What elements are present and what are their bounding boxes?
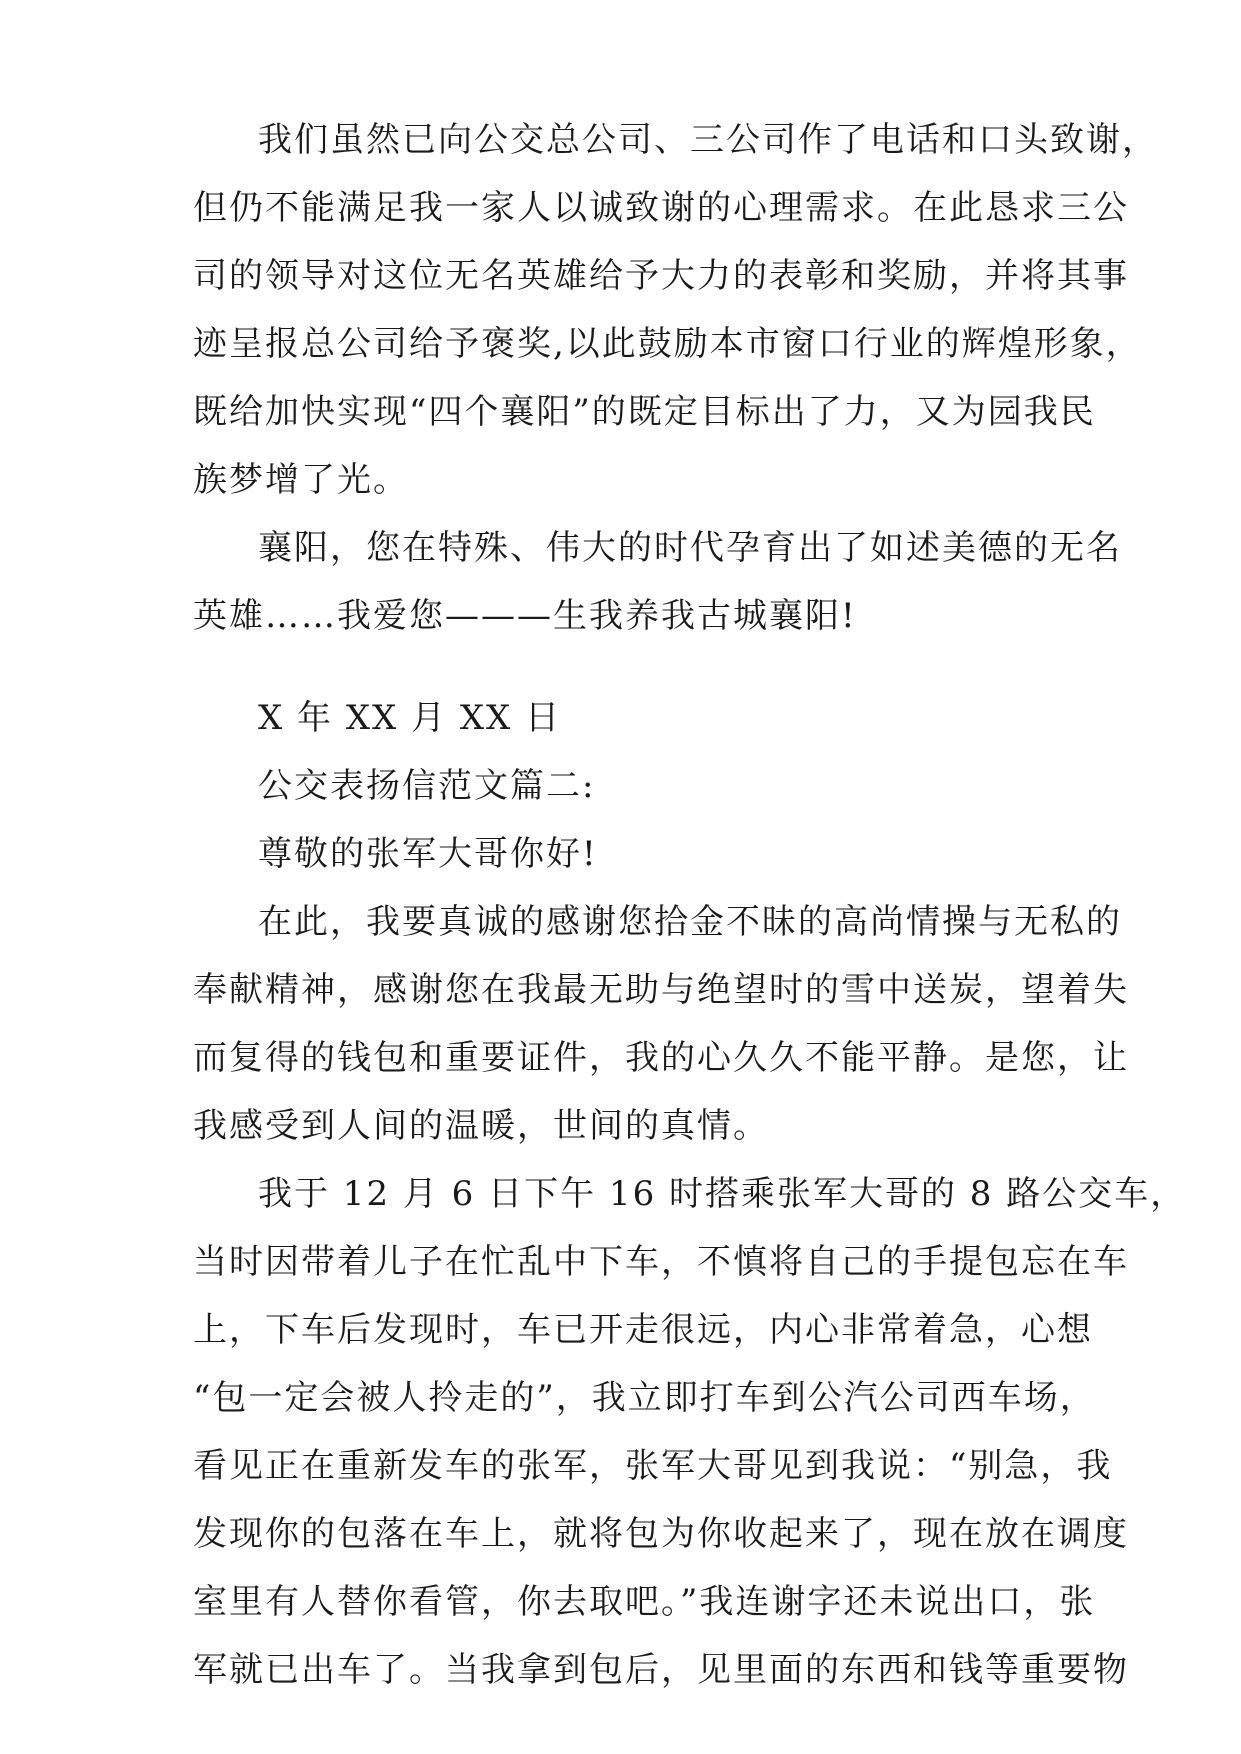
paragraph-1-line-3: 司的领导对这位无名英雄给予大力的表彰和奖励，并将其事 [193, 256, 1129, 296]
paragraph-4-line-6: 发现你的包落在车上，就将包为你收起来了，现在放在调度 [193, 1514, 1129, 1554]
paragraph-3-line-4: 我感受到人间的温暖，世间的真情。 [193, 1106, 769, 1146]
paragraph-1-line-4: 迹呈报总公司给予褒奖,以此鼓励本市窗口行业的辉煌形象， [193, 324, 1142, 364]
letter-date: X 年 XX 月 XX 日 [258, 698, 562, 738]
paragraph-3-line-1: 在此，我要真诚的感谢您拾金不昧的高尚情操与无私的 [258, 902, 1122, 942]
paragraph-1-line-2: 但仍不能满足我一家人以诚致谢的心理需求。在此恳求三公 [193, 188, 1129, 228]
paragraph-3-line-3: 而复得的钱包和重要证件，我的心久久不能平静。是您，让 [193, 1038, 1129, 1078]
paragraph-4-line-4: “包一定会被人拎走的”，我立即打车到公汽公司西车场， [193, 1378, 1096, 1418]
paragraph-2-line-1: 襄阳，您在特殊、伟大的时代孕育出了如述美德的无名 [258, 528, 1122, 568]
paragraph-4-line-2: 当时因带着儿子在忙乱中下车，不慎将自己的手提包忘在车 [193, 1242, 1129, 1282]
paragraph-4-line-8: 军就已出车了。当我拿到包后，见里面的东西和钱等重要物 [193, 1650, 1129, 1690]
paragraph-1-line-1: 我们虽然已向公交总公司、三公司作了电话和口头致谢， [258, 120, 1158, 160]
paragraph-4-line-3: 上，下车后发现时，车已开走很远，内心非常着急，心想 [193, 1310, 1093, 1350]
paragraph-3-line-2: 奉献精神，感谢您在我最无助与绝望时的雪中送炭，望着失 [193, 970, 1129, 1010]
paragraph-1-line-6: 族梦增了光。 [193, 460, 409, 500]
paragraph-4-line-5: 看见正在重新发车的张军，张军大哥见到我说：“别急，我 [193, 1446, 1113, 1486]
paragraph-4-line-7: 室里有人替你看管，你去取吧。”我连谢字还未说出口，张 [193, 1582, 1096, 1622]
paragraph-1-line-5: 既给加快实现“四个襄阳”的既定目标出了力，又为园我民 [193, 392, 1096, 432]
salutation: 尊敬的张军大哥你好! [258, 834, 598, 874]
paragraph-4-line-1: 我于 12 月 6 日下午 16 时搭乘张军大哥的 8 路公交车， [258, 1174, 1187, 1214]
paragraph-2-line-2: 英雄……我爱您———生我养我古城襄阳! [193, 596, 857, 636]
section-title: 公交表扬信范文篇二: [258, 766, 596, 806]
